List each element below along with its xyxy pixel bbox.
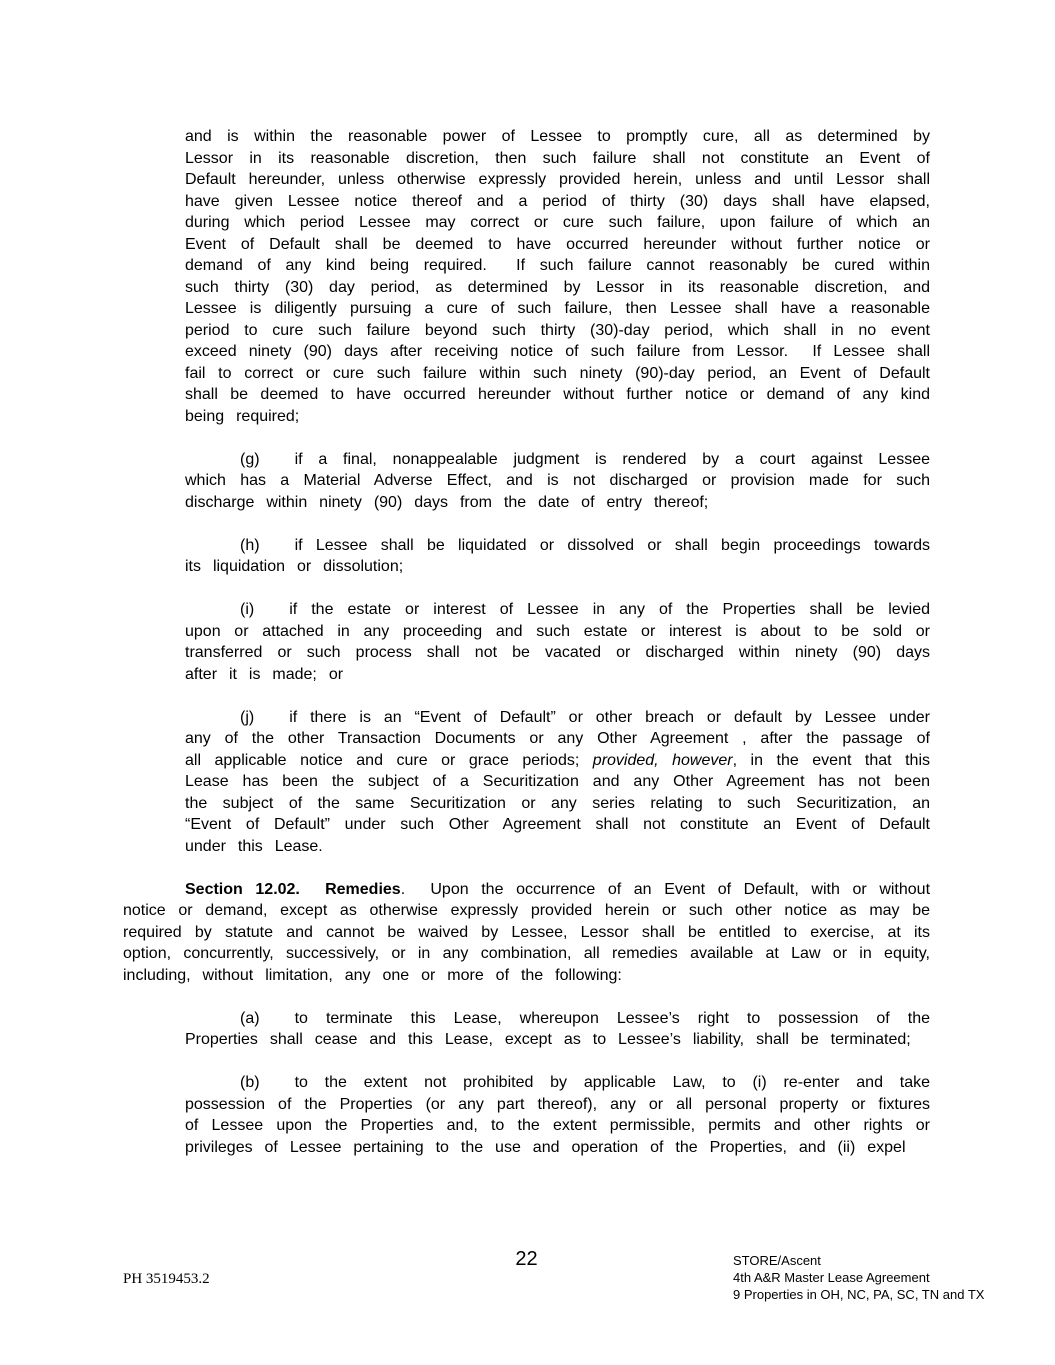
clause-j-text-before: if there is an “Event of Default” or other breach or default by Lessee under any of the other Transaction Documents or any Other Agreement , after the passage of all applicable notice and cure or grace periods; [185,708,930,769]
footer-document-id-block [733,1252,984,1303]
clause-h-label: (h) [240,536,260,554]
section-body: . Upon the occurrence of an Event of Default, with or without notice or demand, except as otherwise expressly provided herein or such other notice as may be required by statute and cannot be waived by Lessee, Lessor shall be entitled to exercise, at its option, concurrently, successively, or in any combination, all remedies available at Law or in equity, including, without limitation, any one or more of the following: [123,880,931,984]
paragraph-continuation: and is within the reasonable power of Lessee to promptly cure, all as determined by Lessor in its reasonable discretion, then such failure shall not constitute an Event of Default hereunder, unless otherwise expressly provided herein, unless and until Lessor shall have given Lessee notice thereof and a period of thirty (30) days shall have elapsed, during which period Lessee may correct or cure such failure, upon failure of which an Event of Default shall be deemed to have occurred hereunder without further notice or demand of any kind being required. If such failure cannot reasonably be cured within such thirty (30) day period, as determined by Lessor in its reasonable discretion, and Lessee is diligently pursuing a cure of such failure, then Lessee shall have a reasonable period to cure such failure beyond such thirty (30)-day period, which shall in no event exceed ninety (90) days after receiving notice of such failure from Lessor. If Lessee shall fail to correct or cure such failure within such ninety (90)-day period, an Event of Default shall be deemed to have occurred hereunder without further notice or demand of any kind being required; [185,128,930,425]
remedy-a-label: (a) [240,1009,260,1027]
footer-line-agreement-title: 4th A&R Master Lease Agreement [733,1270,930,1285]
section-heading: Section 12.02. Remedies [185,880,401,898]
clause-g-label: (g) [240,450,260,468]
clause-g [185,449,930,514]
remedy-a-text: to terminate this Lease, whereupon Lessee’s right to possession of the Properties shall cease and this Lease, except as to Lessee’s liability, shall be terminated; [185,1009,930,1048]
clause-h [185,535,930,578]
footer-line-store-ascent: STORE/Ascent [733,1253,821,1268]
clause-i-label: (i) [240,601,255,618]
document-reference-number: PH 3519453.2 [123,1271,210,1287]
remedy-b-label: (b) [240,1074,260,1091]
page-number: 22 [515,1248,538,1270]
remedy-b-text: to the extent not prohibited by applicable Law, to (i) re-enter and take possession of the Properties (or any part thereof), any or all personal property or fixtures of Lessee upon the Properties and, to the extent permissible, permits and other rights or privileges of Lessee pertaining to the use and operation of the Properties, and (ii) expel [185,1074,930,1156]
clause-i-text: if the estate or interest of Lessee in any of the Properties shall be levied upon or attached in any proceeding and such estate or interest is about to be sold or transferred or such process shall not be vacated or discharged within ninety (90) days after it is made; or [185,601,930,683]
clause-j-proviso-italic: provided, however [592,751,733,769]
remedy-a [185,1008,930,1051]
clause-j-text-after: , in the event that this Lease has been the subject of a Securitization and any Other Agreement has not been the subject of the same Securitization or any series relating to such Securitization, an “Event of Default” under such Other Agreement shall not constitute an Event of Default under this Lease. [185,751,931,855]
clause-j-label: (j) [240,708,255,726]
remedy-b [185,1072,930,1158]
clause-g-text: if a final, nonappealable judgment is rendered by a court against Lessee which has a Material Adverse Effect, and is not discharged or provision made for such discharge within ninety (90) days from the date of entry thereof; [185,450,930,511]
clause-j [185,707,930,858]
footer-line-properties: 9 Properties in OH, NC, PA, SC, TN and TX [733,1287,985,1302]
section-12-02-remedies [123,879,930,987]
clause-h-text: if Lessee shall be liquidated or dissolved or shall begin proceedings towards its liquidation or dissolution; [185,536,930,575]
clause-i [185,599,930,685]
document-body [123,126,930,1180]
